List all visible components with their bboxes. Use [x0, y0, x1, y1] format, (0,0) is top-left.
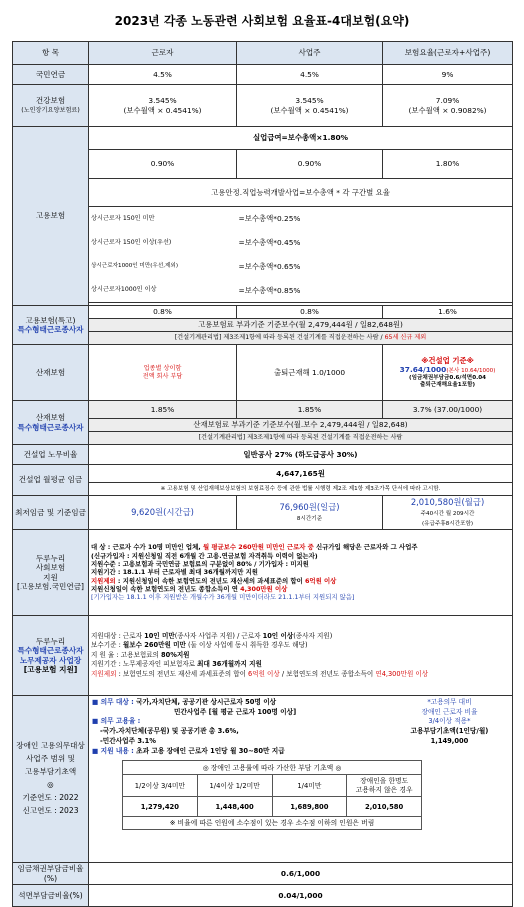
- industrial-special-rate-row: [13, 401, 513, 419]
- health-employer-rate: 3.545%: [295, 96, 324, 106]
- disabled-side-1: *고용의무 대비: [427, 698, 472, 706]
- industrial-worker: [89, 345, 237, 401]
- pension-employer: 4.5%: [237, 65, 383, 85]
- header-worker: 근로자: [89, 42, 237, 65]
- disabled-duty-head: ■ 의무 대상 :: [92, 698, 134, 706]
- durunuri-special-line: [91, 651, 510, 661]
- disabled-rate-head: ■ 의무 고용율 :: [92, 717, 141, 726]
- health-worker-formula: (보수월액 × 0.4541%): [123, 105, 202, 115]
- durunuri-label-3: 지원: [43, 572, 58, 582]
- disabled-row: [13, 696, 513, 863]
- durunuri-special-line-bold: 최대 36개월까지 지원: [197, 660, 262, 669]
- durunuri-row: [13, 530, 513, 616]
- tier-label: 상시근로자 150인 이상(우선): [89, 231, 237, 255]
- industrial-special-employer: 1.85%: [237, 401, 383, 419]
- industrial-special-label: [13, 401, 89, 445]
- disabled-side-5: 1,149,000: [430, 736, 469, 745]
- health-row: [13, 85, 513, 127]
- min-wage-monthly-sub: 주40시간 월 209시간: [420, 510, 475, 517]
- health-employer: [237, 85, 383, 127]
- employment-special-note1: 고용보험료 부과기준 기준보수(월 2,479,444원 / 일82,648원): [89, 319, 513, 332]
- disabled-grid-note-row: [123, 817, 422, 830]
- min-wage-daily: [237, 496, 383, 530]
- disabled-grid-value: 1,279,420: [123, 797, 198, 817]
- disabled-grid-header-row: [123, 775, 422, 797]
- durunuri-special-line-text: 지 원 율 : 고용보험료의: [91, 650, 162, 659]
- durunuri-line: [91, 577, 510, 585]
- health-total: [383, 85, 513, 127]
- header-employer: 사업주: [237, 42, 383, 65]
- durunuri-special-line-highlight: 6억원 이상: [248, 669, 280, 678]
- durunuri-label-2: 사회보험: [35, 563, 66, 573]
- health-worker: [89, 85, 237, 127]
- durunuri-line-text: 지원신청일이 속한 보험연도의 전년도 종합소득이 연: [91, 584, 241, 593]
- disabled-grid-header: 1/4미만: [272, 775, 347, 797]
- employment-label: 고용보험: [13, 127, 89, 306]
- industrial-special-sublabel: 특수형태근로종사자: [17, 422, 84, 432]
- employment-total: 1.80%: [383, 150, 513, 179]
- disabled-duty-text: 국가,자치단체, 공공기관 상시근로자 50명 이상: [133, 698, 277, 706]
- min-wage-daily-sub: 8시간기준: [296, 515, 323, 522]
- durunuri-special-line-bold: 80%지원: [161, 650, 190, 659]
- min-wage-monthly-value: 2,010,580원(월급): [410, 497, 485, 508]
- health-employer-formula: (보수월액 × 0.4541%): [270, 105, 349, 115]
- header-row: [13, 42, 513, 65]
- disabled-grid: [122, 760, 422, 830]
- pension-label: 국민연금: [13, 65, 89, 85]
- disabled-side: [390, 698, 509, 756]
- durunuri-line-highlight: 월 평균보수 260만원 미만인 근로자 중: [202, 543, 314, 552]
- min-wage-monthly-sub2: (유급주휴8시간포함): [421, 520, 474, 527]
- employment-special-note2-exclusion: 65세 신규 제외: [384, 334, 427, 342]
- durunuri-special-line-text: (종사자 지원): [293, 631, 333, 640]
- asbestos-label: 석면부담금비율(%): [13, 885, 89, 907]
- disabled-label-6: 신고연도 : 2023: [22, 805, 79, 815]
- industrial-total-note2: 출퇴근재해요율1포함): [419, 382, 476, 389]
- disabled-support-line: [92, 747, 390, 757]
- health-total-formula: (보수월액 × 0.9082%): [408, 105, 487, 115]
- employment-special-worker: 0.8%: [89, 306, 237, 319]
- employment-special-label: [13, 306, 89, 345]
- durunuri-line-highlight: 6억원 이상: [304, 576, 337, 585]
- disabled-grid-header: 장애인을 한명도 고용하지 않은 경우: [347, 775, 422, 797]
- durunuri-label-1: 두루누리: [35, 553, 66, 563]
- durunuri-special-label: [13, 616, 89, 696]
- industrial-worker-line2: 전액 회사 부담: [142, 372, 183, 380]
- durunuri-special-line-bold: 10인 이상: [262, 631, 294, 640]
- disabled-grid-note: ※ 비율에 따른 인원에 소수점이 있는 경우 소수점 이하의 인원은 버림: [123, 817, 422, 830]
- disabled-duty-line2: 민간사업주 [월 평균 근로자 100명 이상]: [174, 707, 297, 716]
- industrial-total: [383, 345, 513, 401]
- durunuri-special-label-4: [고용보험 지원]: [23, 664, 78, 674]
- employment-benefit-row: [13, 127, 513, 150]
- employment-special-employer: 0.8%: [237, 306, 383, 319]
- employment-special-label-main: 고용보험(특고): [25, 315, 76, 325]
- industrial-special-total: 3.7% (37.00/1000): [383, 401, 513, 419]
- tier-label: 상시근로자1000인 이상: [89, 279, 237, 303]
- employment-special-note2-text: [건설기계관리법] 제3조제1항에 따라 등록된 건설기계를 직접운전하는 사람 /: [174, 334, 385, 342]
- durunuri-special-line: [91, 632, 510, 642]
- industrial-label: 산재보험: [13, 345, 89, 401]
- health-label-main: 건강보험: [35, 95, 66, 105]
- industrial-total-main-small: (본사 10.64/1000): [446, 368, 496, 375]
- disabled-label-4: ◎: [47, 780, 54, 789]
- disabled-rate2: -민간사업주 3.1%: [100, 736, 156, 745]
- durunuri-line: [기가입자는 18.1.1 이후 지원받은 개월수가 36개월 미만이더라도 21.1.1부터 지원되지 않음]: [91, 593, 355, 602]
- disabled-grid-value: 1,689,800: [272, 797, 347, 817]
- disabled-grid-header: 1/2이상 3/4미만: [123, 775, 198, 797]
- wage-claim-value: 0.6/1,000: [89, 863, 513, 885]
- disabled-grid-value-row: [123, 797, 422, 817]
- monthly-wage-row: [13, 465, 513, 483]
- disabled-rate1: -국가.자치단체(공무원) 및 공공기관 총 3.6%,: [100, 727, 239, 736]
- min-wage-label: 최저임금 및 기준임금: [13, 496, 89, 530]
- disabled-support-text: 초과 고용 장애인 근로자 1인당 월 30~80만 지급: [133, 746, 285, 755]
- durunuri-special-line: [91, 641, 510, 651]
- monthly-wage-label: 건설업 월평균 임금: [13, 465, 89, 496]
- disabled-label-2: 사업주 범위 및: [26, 754, 75, 764]
- disabled-label-3: 고용부담기초액: [24, 767, 77, 777]
- pension-total: 9%: [383, 65, 513, 85]
- employment-benefit-formula: 실업급여=보수총액×1.80%: [89, 127, 513, 150]
- durunuri-line: [91, 543, 510, 551]
- tier-value: =보수총액*0.45%: [237, 231, 513, 255]
- disabled-support-head: ■ 지원 내용 :: [92, 746, 134, 755]
- tier-value: =보수총액*0.25%: [237, 207, 513, 231]
- disabled-label: [13, 696, 89, 863]
- industrial-special-note2: [건설기계관리법] 제3조제1항에 따라 등록된 건설기계를 직접운전하는 사람: [89, 432, 513, 445]
- tier-label: 상시근로자 150인 미만: [89, 207, 237, 231]
- disabled-grid-title-row: [123, 761, 422, 775]
- pension-worker: 4.5%: [89, 65, 237, 85]
- industrial-total-title: ※건설업 기준※: [421, 355, 474, 365]
- wage-claim-label: 임금채권부담금비율(%): [13, 863, 89, 885]
- durunuri-special-line-text: (종사자 사업주 지원) / 근로자: [174, 631, 263, 640]
- pension-row: [13, 65, 513, 85]
- disabled-side-4: 고용부담기초액(1인당/월): [410, 727, 489, 736]
- durunuri-special-line-text: 지원기간 : 노무제공자인 피보험자로: [91, 660, 198, 669]
- durunuri-label-4: [고용보험.국민연금]: [16, 581, 85, 591]
- durunuri-special-line: [91, 660, 510, 670]
- wage-claim-row: [13, 863, 513, 885]
- durunuri-special-label-2: 특수형태근로종사자: [17, 646, 84, 656]
- durunuri-special-line: [91, 670, 510, 680]
- health-total-rate: 7.09%: [435, 96, 460, 106]
- disabled-grid-value: 1,448,400: [197, 797, 272, 817]
- monthly-wage-note: ※ 고용보험 및 산업재해보상보험의 보험료징수 등에 관한 법률 시행령 제2조 제1항 제3조가목 단서에 따라 고시함.: [89, 483, 513, 496]
- durunuri-line-highlight: 지원제외: [91, 576, 116, 585]
- durunuri-special-row: [13, 616, 513, 696]
- labor-ratio-value: 일반공사 27% (하도급공사 30%): [89, 445, 513, 465]
- disabled-grid-value: 2,010,580: [347, 797, 422, 817]
- durunuri-special-line-bold: 월보수 260만원 미만: [122, 641, 186, 650]
- disabled-label-5: 기준연도 : 2022: [22, 792, 79, 802]
- labor-ratio-label: 건설업 노무비율: [13, 445, 89, 465]
- insurance-rate-table-wrap: [12, 41, 512, 907]
- min-wage-hourly: 9,620원(시간급): [89, 496, 237, 530]
- employment-worker: 0.90%: [89, 150, 237, 179]
- employment-special-sublabel: 특수형태근로종사자: [17, 325, 84, 334]
- durunuri-special-label-1: 두루누리: [35, 636, 66, 646]
- health-label-sub: (노인장기요양보험료): [21, 107, 80, 115]
- health-worker-rate: 3.545%: [148, 96, 177, 106]
- health-label: [13, 85, 89, 127]
- page-title: 2023년 각종 노동관련 사회보험 요율표-4대보험(요약): [114, 14, 410, 28]
- durunuri-special-details: [89, 616, 513, 696]
- durunuri-special-line-text: 보수기준 :: [91, 641, 123, 650]
- tier-value: =보수총액*0.65%: [237, 255, 513, 279]
- disabled-top: [92, 698, 509, 756]
- durunuri-special-label-3: 노무제공자 사업장: [19, 655, 82, 665]
- durunuri-special-line-text: : 보험연도의 전년도 재산세 과세표준의 합이: [116, 669, 249, 678]
- header-total: 보험요율(근로자+사업주): [383, 42, 513, 65]
- durunuri-special-line-text: (둘 이상 사업에 동시 취득한 경우도 해당): [185, 641, 308, 650]
- durunuri-line-text: 신규가입 해당은 근로자와 그 사업주: [313, 543, 418, 552]
- durunuri-line: 지원기간 : 18.1.1 부터 근로자별 최대 36개월까지만 지원: [91, 568, 258, 577]
- asbestos-value: 0.04/1,000: [89, 885, 513, 907]
- disabled-rules: [92, 698, 390, 756]
- durunuri-label: [13, 530, 89, 616]
- disabled-grid-header: 1/4이상 1/2미만: [197, 775, 272, 797]
- industrial-special-worker: 1.85%: [89, 401, 237, 419]
- disabled-grid-title: ◎ 장애인 고용률에 따라 가산한 부담 기초액 ◎: [123, 761, 422, 775]
- employment-special-rate-row: [13, 306, 513, 319]
- employment-special-total: 1.6%: [383, 306, 513, 319]
- tier-value: =보수총액*0.85%: [237, 279, 513, 303]
- insurance-rate-table: [12, 41, 513, 907]
- durunuri-special-line-highlight: 연4,300만원 이상: [375, 669, 429, 678]
- disabled-side-3: 3/4이상 적용*: [428, 717, 471, 726]
- industrial-total-main: 37.64/1000: [399, 365, 447, 375]
- durunuri-line: (신규가입자 : 지원신청일 직전 6개월 간 고용.연금보험 자격취득 이력이 없는자): [91, 551, 318, 560]
- employment-employer: 0.90%: [237, 150, 383, 179]
- industrial-employer: 출퇴근재해 1.0/1000: [237, 345, 383, 401]
- durunuri-special-line-text: / 보험연도의 전년도 종합소득이: [279, 669, 376, 678]
- disabled-details: [89, 696, 513, 863]
- tier-label: 상시근로자1000인 미만(우선,제외): [89, 255, 237, 279]
- header-item: 항 목: [13, 42, 89, 65]
- disabled-label-1: 장애인 고용의무대상: [16, 741, 85, 751]
- disabled-side-2: 장애인 근로자 비율: [421, 707, 478, 716]
- employment-stability-formula: 고용안정.직업능력개발사업=보수총액 * 각 구간별 요율: [89, 179, 513, 207]
- disabled-duty-line: [92, 698, 390, 708]
- industrial-total-main-line: [385, 365, 510, 375]
- industrial-special-label-main: 산재보험: [35, 413, 66, 423]
- industrial-row: [13, 345, 513, 401]
- industrial-special-note1: 산재보험료 부과기준 기준보수(월.보수 2,479,444원 / 일82,648): [89, 419, 513, 432]
- min-wage-daily-value: 76,960원(일급): [279, 502, 340, 513]
- durunuri-line-text: : 지원신청일이 속한 보험연도의 전년도 재산세의 과세표준의 합이: [115, 576, 305, 585]
- industrial-total-note1: (임금채권부담금0.6/석면0.04: [409, 375, 486, 382]
- labor-ratio-row: [13, 445, 513, 465]
- durunuri-line: 지원수준 : 고용보험과 국민연금 보험료의 구분없이 80% / 기가입자 : 미지원: [91, 560, 309, 568]
- employment-special-note2: [89, 332, 513, 345]
- min-wage-row: [13, 496, 513, 530]
- durunuri-details: [89, 530, 513, 616]
- monthly-wage-value: 4,647,165원: [89, 465, 513, 483]
- durunuri-line-text: 대 상 : 근로자 수가 10명 미만인 업체,: [91, 543, 203, 552]
- durunuri-special-line-text: 지원대상 : 근로자: [91, 631, 145, 640]
- durunuri-line-highlight: 4,300만원 이상: [240, 584, 288, 593]
- asbestos-row: [13, 885, 513, 907]
- industrial-worker-line1: 업종별 상이함: [143, 364, 182, 372]
- min-wage-monthly: [383, 496, 513, 530]
- durunuri-special-line-bold: 10인 미만: [144, 631, 175, 640]
- durunuri-special-line-highlight: 지원제외: [91, 669, 117, 678]
